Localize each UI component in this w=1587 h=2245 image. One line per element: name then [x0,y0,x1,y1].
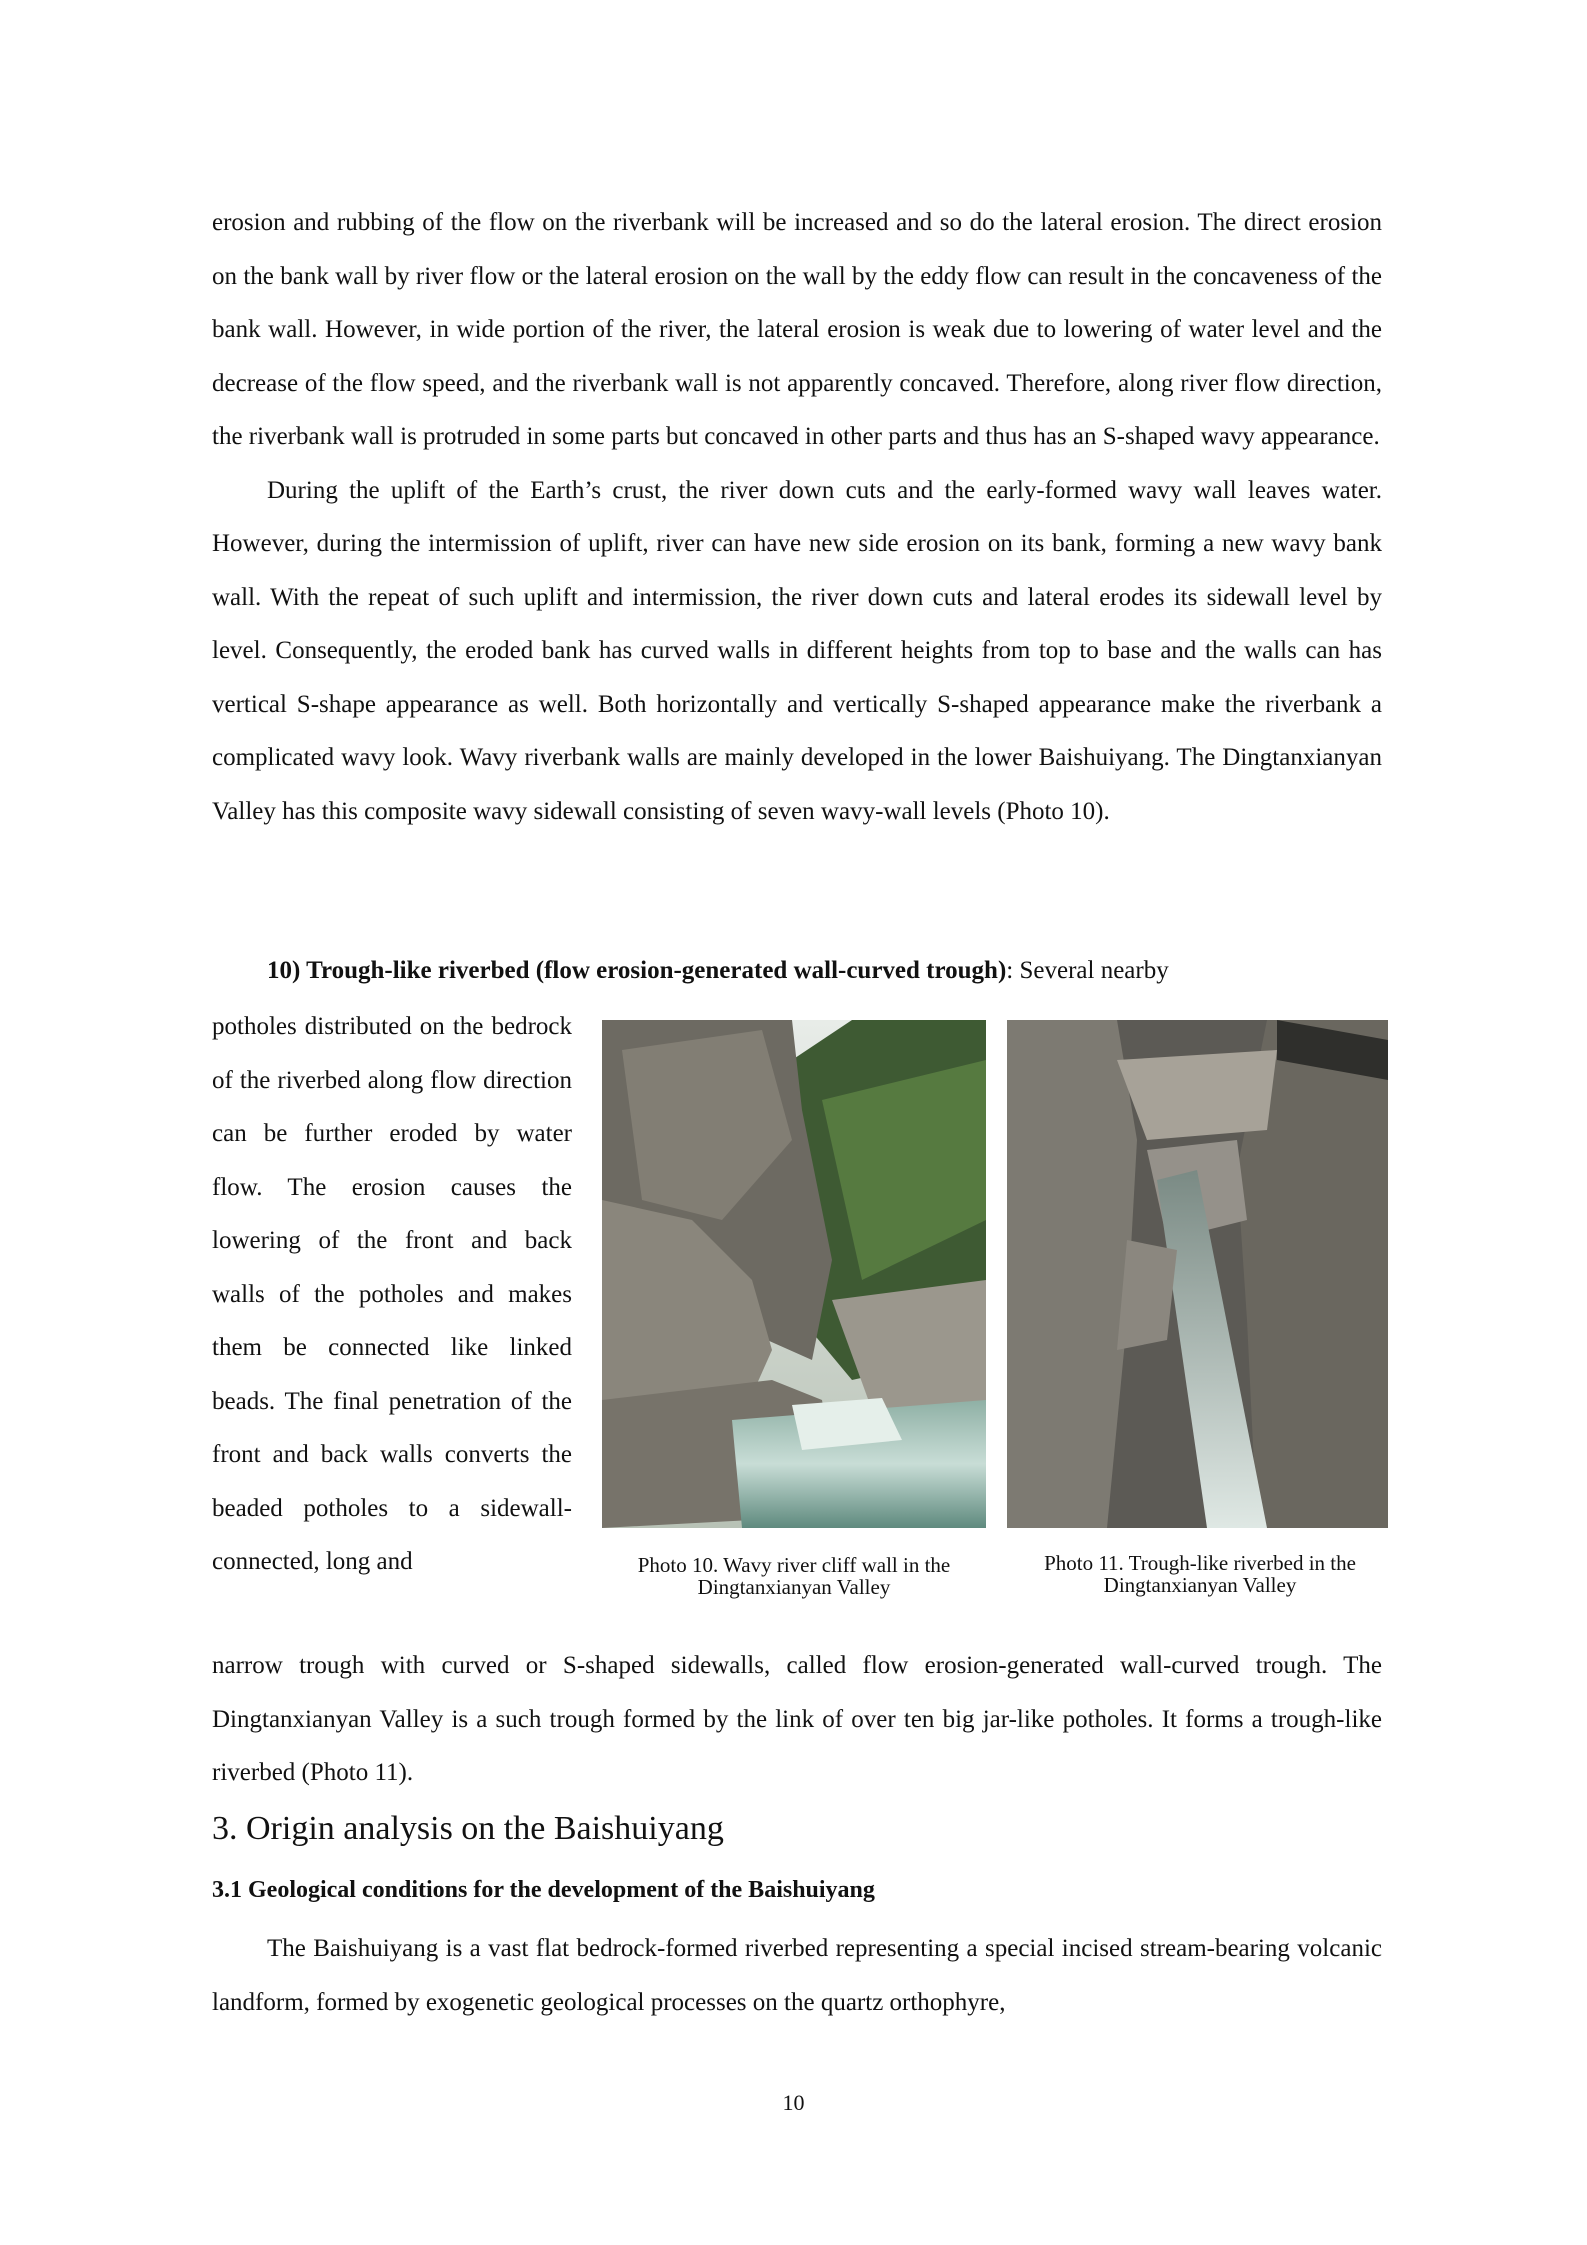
paragraph-3-wrap: potholes distributed on the bedrock of the riverbed along flow direction can be further eroded by water flow. The erosion causes the lowering of the front and back walls of the potholes and makes them be connected like linked beads. The final penetration of the front and back walls converts the beaded potholes to a sidewall-connected, long and [212,1013,572,1575]
paragraph-4-block [212,1922,1382,2029]
photo-10-caption: Photo 10. Wavy river cliff wall in the Dingtanxianyan Valley [637,1553,951,1599]
paragraph-3-lead [212,944,1382,998]
section-heading: 3. Origin analysis on the Baishuiyang [212,1810,724,1847]
page-number: 10 [782,2090,805,2115]
paragraph-3-rest: narrow trough with curved or S-shaped sidewalls, called flow erosion-generated wall-curved trough. The Dingtanxianyan Valley is a such trough formed by the link of over ten big jar-like potholes. It forms a trough-like riverbed (Photo 11). [212,1652,1382,1786]
photo-11-caption: Photo 11. Trough-like riverbed in the Dingtanxianyan Valley [1044,1551,1356,1597]
item-10-heading: 10) Trough-like riverbed (flow erosion-generated wall-curved trough) [267,957,1007,984]
paragraph-4: The Baishuiyang is a vast flat bedrock-formed riverbed representing a special incised stream-bearing volcanic landform, formed by exogenetic geological processes on the quartz orthophyre, [212,1935,1382,2016]
paragraph-1: erosion and rubbing of the flow on the riverbank will be increased and so do the lateral erosion. The direct erosion on the bank wall by river flow or the lateral erosion on the wall by the eddy flow can result in the concaveness of the bank wall. However, in wide portion of the river, the lateral erosion is weak due to lowering of water level and the decrease of the flow speed, and the riverbank wall is not apparently concaved. Therefore, along river flow direction, the riverbank wall is protruded in some parts but concaved in other parts and thus has an S-shaped wavy appearance. [212,209,1382,450]
item-10-lead-text: : Several nearby [1006,957,1169,984]
body-text-block [212,196,1382,838]
paragraph-3-continued [212,1639,1382,1800]
photo-11-image [1007,1020,1388,1528]
wrapped-text-column [212,1000,572,1589]
paragraph-2: During the uplift of the Earth’s crust, the river down cuts and the early-formed wavy wall leaves water. However, during the intermission of uplift, river can have new side erosion on its bank, forming a new wavy bank wall. With the repeat of such uplift and intermission, the river down cuts and lateral erodes its sidewall level by level. Consequently, the eroded bank has curved walls in different heights from top to base and the walls can has vertical S-shape appearance as well. Both horizontally and vertically S-shaped appearance make the riverbank a complicated wavy look. Wavy riverbank walls are mainly developed in the lower Baishuiyang. The Dingtanxianyan Valley has this composite wavy sidewall consisting of seven wavy-wall levels (Photo 10). [212,476,1382,825]
photo-10-image [602,1020,986,1528]
subsection-heading: 3.1 Geological conditions for the development of the Baishuiyang [212,1877,875,1903]
